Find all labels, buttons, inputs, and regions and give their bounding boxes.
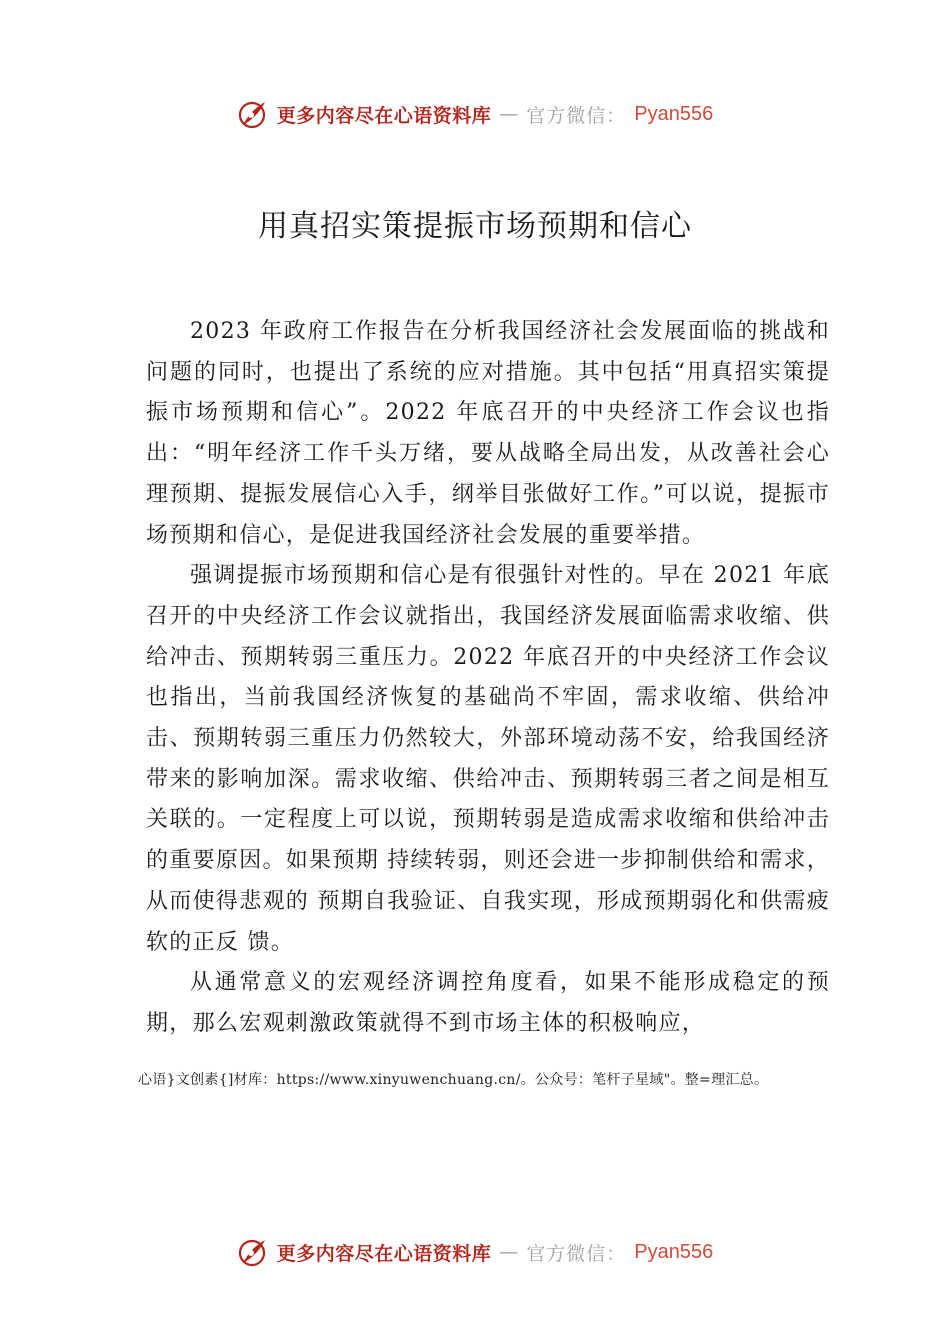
watermark-contact-label: 官方微信： (526, 1242, 627, 1265)
watermark-contact-id: Pyan556 (634, 1240, 714, 1263)
header-watermark (0, 94, 950, 134)
watermark-contact-id: Pyan556 (634, 102, 714, 125)
watermark-separator: — (499, 1241, 519, 1263)
quill-pen-icon (237, 98, 269, 130)
paragraph-2: 强调提振市场预期和信心是有很强针对性的。早在 2021 年底召开的中央经济工作会议就指出，我国经济发展面临需求收缩、供给冲击、预期转弱三重压力。2022 年底召开的中央经济工作会议也指出，当前我国经济恢复的基础尚不牢固，需求收缩、供给冲击、预期转弱三重压力仍然较大，外部环境动荡不安，给我国经济带来的影响加深。需求收缩、供给冲击、预期转弱三者之间是相互关联的。一定程度上可以说，预期转弱是造成需求收缩和供给冲击的重要原因。如果预期 持续转弱，则还会进一步抑制供给和需求，从而使得悲观的 预期自我验证、自我实现，形成预期弱化和供需疲软的正反 馈。 (146, 563, 830, 955)
document-body (146, 312, 830, 1045)
watermark-separator: — (499, 103, 519, 125)
footer-watermark (0, 1232, 950, 1272)
quill-pen-icon (237, 1236, 269, 1268)
watermark-contact-label: 官方微信： (526, 104, 627, 127)
page-footnote: 心语}文创素{]材库：https://www.xinyuwenchuang.cn/。公众号：笔杆子星域"。整=理汇总。 (138, 1072, 769, 1088)
watermark-brand-text: 更多内容尽在心语资料库 (276, 1242, 492, 1265)
paragraph-1: 2023 年政府工作报告在分析我国经济社会发展面临的挑战和问题的同时，也提出了系统的应对措施。其中包括“用真招实策提振市场预期和信心”。2022 年底召开的中央经济工作会议也指出：“明年经济工作千头万绪，要从战略全局出发，从改善社会心理预期、提振发展信心入手，纲举目张做好工作。”可以说，提振市场预期和信心，是促进我国经济社会发展的重要举措。 (146, 319, 830, 548)
paragraph-3: 从通常意义的宏观经济调控角度看，如果不能形成稳定的预期，那么宏观刺激政策就得不到市场主体的积极响应， (146, 970, 830, 1036)
document-title: 用真招实策提振市场预期和信心 (258, 209, 692, 244)
watermark-brand-text: 更多内容尽在心语资料库 (276, 104, 492, 127)
